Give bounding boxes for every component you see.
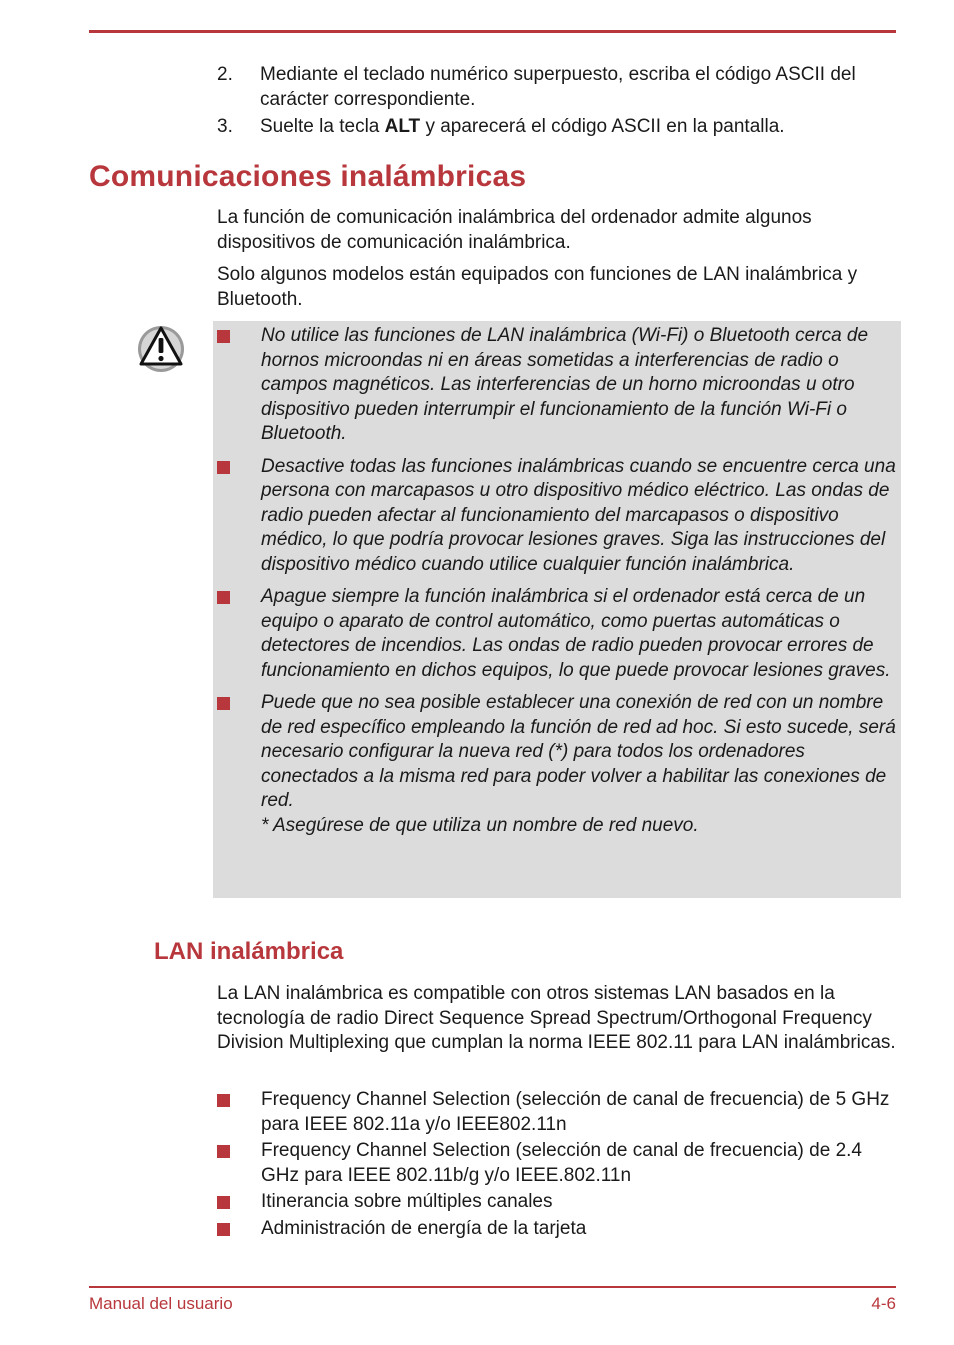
warning-text: No utilice las funciones de LAN inalámbrica (Wi-Fi) o Bluetooth cerca de hornos microondas ni en áreas sometidas a interferencias de radio o campos magnéticos. Las interferencias de un horno microondas u otro dispositivo pueden interrumpir el funcionamiento de la función Wi-Fi o Bluetooth. [261, 325, 869, 444]
feature-text: Frequency Channel Selection (selección de canal de frecuencia) de 2.4 GHz para IEEE 802.11b/g y/o IEEE.802.11n [261, 1140, 862, 1186]
warning-text: Apague siempre la función inalámbrica si el ordenador está cerca de un equipo o aparato de control automático, como puertas automáticas o detectores de incendios. Las ondas de radio pueden provocar errores de funcionamiento en dichos equipos, lo que puede provocar lesiones graves. [261, 586, 891, 681]
section-title: Comunicaciones inalámbricas [89, 160, 527, 193]
list-item [217, 1088, 897, 1137]
feature-text: Itinerancia sobre múltiples canales [261, 1191, 553, 1212]
numbered-list [217, 63, 897, 143]
bullet-icon [217, 697, 230, 710]
list-item [217, 1139, 897, 1188]
item-text: Mediante el teclado numérico superpuesto, escriba el código ASCII del carácter correspondiente. [260, 64, 856, 110]
list-item [217, 691, 897, 838]
bullet-icon [217, 330, 230, 343]
item-text [260, 115, 897, 140]
section-paragraph: Solo algunos modelos están equipados con funciones de LAN inalámbrica y Bluetooth. [217, 264, 858, 310]
footer-title: Manual del usuario [89, 1294, 233, 1313]
list-item [217, 1190, 897, 1215]
header-rule [89, 30, 896, 33]
bullet-icon [217, 461, 230, 474]
footer-rule [89, 1286, 896, 1288]
page-number: 4-6 [871, 1294, 896, 1313]
list-item [217, 115, 897, 140]
feature-text: Frequency Channel Selection (selección de canal de frecuencia) de 5 GHz para IEEE 802.11a y/o IEEE802.11n [261, 1089, 890, 1135]
list-item [217, 585, 897, 683]
item-number: 2. [217, 64, 233, 85]
subsection-paragraph: La LAN inalámbrica es compatible con otros sistemas LAN basados en la tecnología de radio Direct Sequence Spread Spectrum/Orthogonal Frequency Division Multiplexing que cumplan la norma IEEE 802.11 para LAN inalámbricas. [217, 983, 896, 1053]
list-item [217, 324, 897, 447]
warning-list [217, 324, 897, 846]
bullet-icon [217, 1196, 230, 1209]
warning-text-block [261, 691, 897, 838]
bullet-icon [217, 1094, 230, 1107]
item-number: 3. [217, 116, 233, 137]
subsection-title: LAN inalámbrica [154, 938, 344, 965]
key-name: ALT [384, 116, 421, 137]
item-text-pre: Suelte la tecla [260, 116, 385, 137]
list-item [217, 1217, 897, 1242]
feature-list [217, 1088, 897, 1243]
bullet-icon [217, 1223, 230, 1236]
feature-text: Administración de energía de la tarjeta [261, 1217, 587, 1239]
warning-text: Desactive todas las funciones inalámbricas cuando se encuentre cerca una persona con marcapasos u otro dispositivo médico eléctrico. Las ondas de radio pueden afectar al funcionamiento del marcapasos o dispositivo médico, lo que podría provocar lesiones graves. Siga las instrucciones del dispositivo médico cuando utilice cualquier función inalámbrica. [261, 455, 896, 575]
list-item [217, 63, 897, 112]
warning-triangle-icon [136, 322, 186, 376]
item-text-post: y aparecerá el código ASCII en la pantalla. [420, 116, 785, 137]
bullet-icon [217, 591, 230, 604]
section-paragraph: La función de comunicación inalámbrica del ordenador admite algunos dispositivos de comunicación inalámbrica. [217, 207, 812, 253]
list-item [217, 455, 897, 578]
warning-footnote: * Asegúrese de que utiliza un nombre de red nuevo. [261, 814, 699, 836]
warning-text: Puede que no sea posible establecer una conexión de red con un nombre de red específico empleando la función de red ad hoc. Si esto sucede, será necesario configurar la nueva red (*) para todos los ordenadores conectados a la misma red para poder volver a habilitar las conexiones de red. [261, 692, 896, 811]
bullet-icon [217, 1145, 230, 1158]
